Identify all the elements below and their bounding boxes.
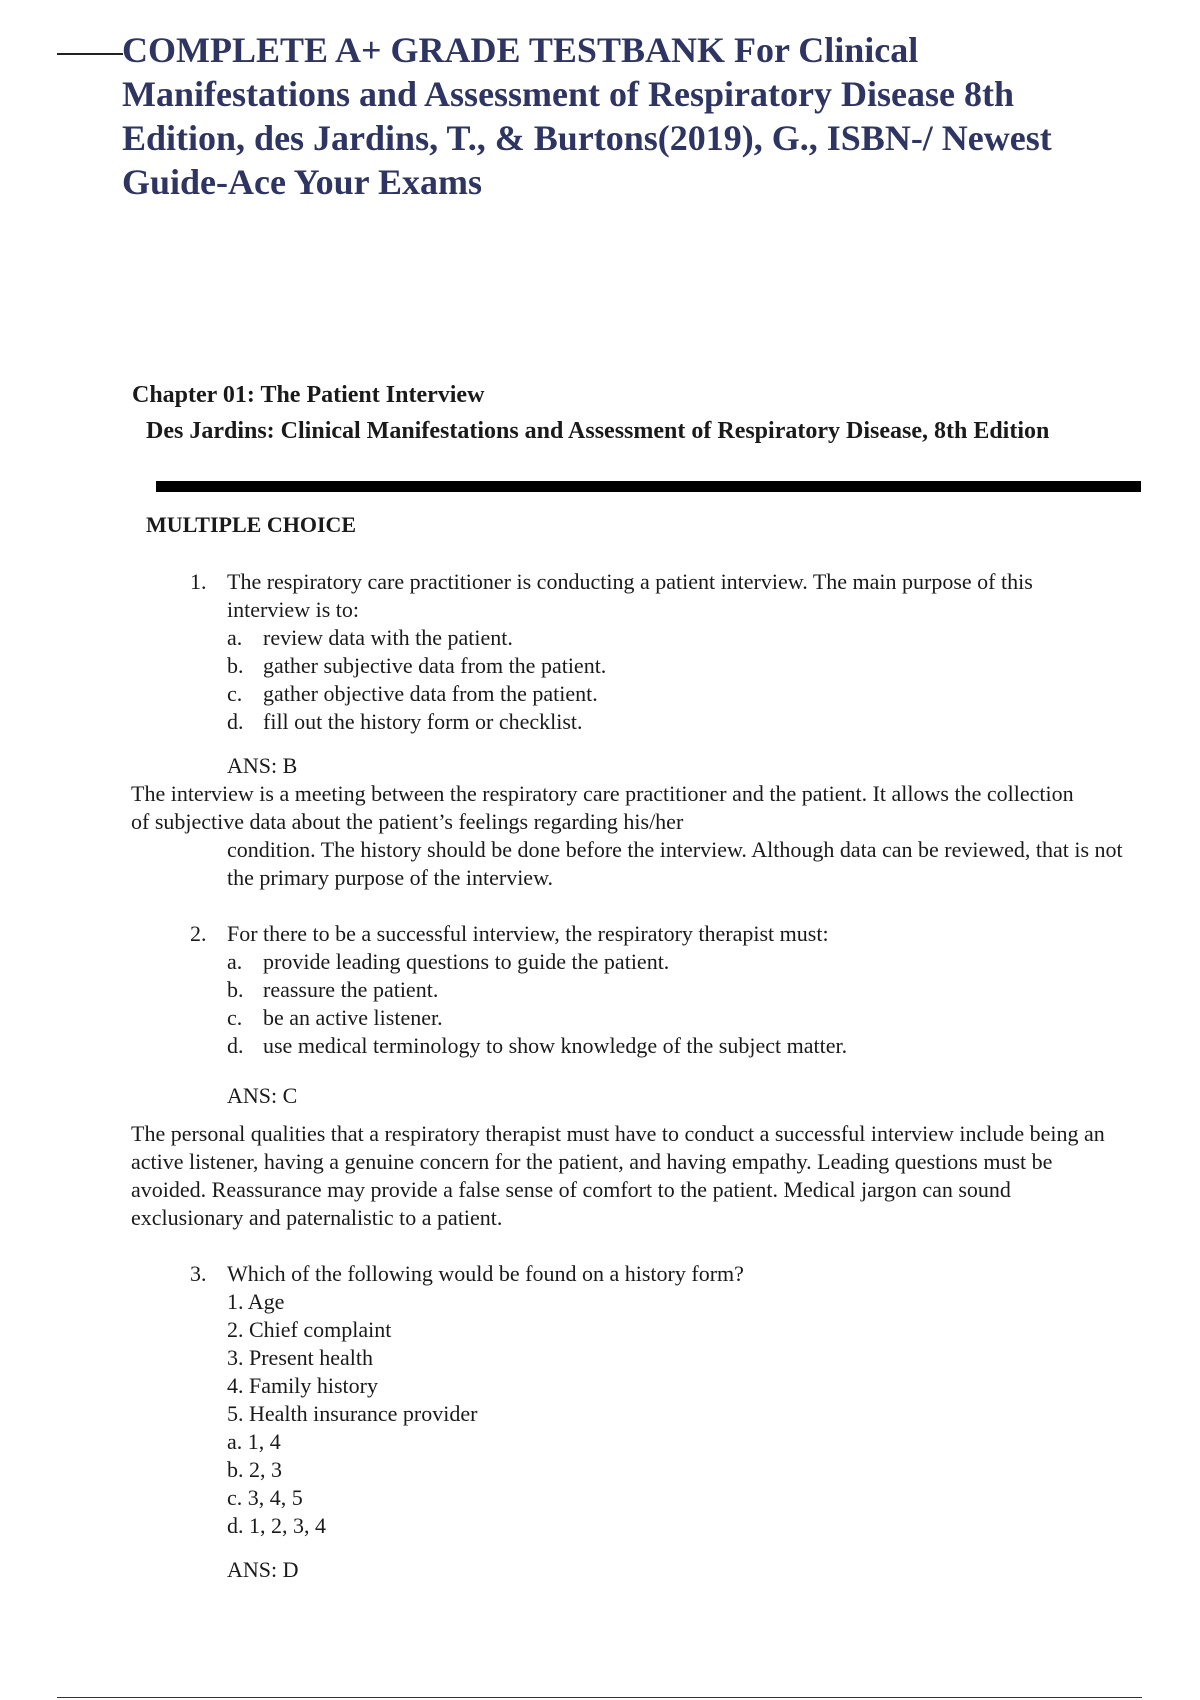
list-item: 5. Health insurance provider <box>227 1401 478 1426</box>
chapter-title: Chapter 01: The Patient Interview <box>132 382 485 408</box>
answer-1: ANS: B <box>227 753 298 778</box>
book-title: Des Jardins: Clinical Manifestations and Assessment of Respiratory Disease, 8th Edition <box>146 418 1050 444</box>
choice-a: a. 1, 4 <box>227 1429 281 1454</box>
question-number: 1. <box>190 569 207 594</box>
option-a: a. review data with the patient. <box>227 625 513 650</box>
title-dash <box>57 53 123 55</box>
answer-2: ANS: C <box>227 1083 298 1108</box>
question-1 <box>190 568 1120 736</box>
list-item: 2. Chief complaint <box>227 1317 392 1342</box>
question-number: 3. <box>190 1261 207 1286</box>
option-d: d. use medical terminology to show knowledge of the subject matter. <box>227 1033 848 1058</box>
question-stem: The respiratory care practitioner is conducting a patient interview. The main purpose of this interview is to: <box>227 569 1033 622</box>
question-stem: For there to be a successful interview, the respiratory therapist must: <box>227 921 829 946</box>
question-stem: Which of the following would be found on a history form? <box>227 1261 744 1286</box>
document-title: COMPLETE A+ GRADE TESTBANK For Clinical Manifestations and Assessment of Respiratory Disease 8th Edition, des Jardins, T., & Burtons(2019), G., ISBN-/ Newest Guide-Ace Your Exams <box>122 30 1052 202</box>
option-c: c. be an active listener. <box>227 1005 443 1030</box>
answer-3: ANS: D <box>227 1557 299 1582</box>
choice-d: d. 1, 2, 3, 4 <box>227 1513 326 1538</box>
section-title: MULTIPLE CHOICE <box>146 512 357 537</box>
choice-c: c. 3, 4, 5 <box>227 1485 303 1510</box>
option-c: c. gather objective data from the patient. <box>227 681 598 706</box>
option-d: d. fill out the history form or checklist. <box>227 709 583 734</box>
rationale-2: The personal qualities that a respiratory therapist must have to conduct a successful interview include being an active listener, having a genuine concern for the patient, and having empathy. Leading questions must be avoided. Reassurance may provide a false sense of comfort to the patient. Medical jargon can sound exclusionary and paternalistic to a patient. <box>131 1121 1105 1230</box>
choice-b: b. 2, 3 <box>227 1457 282 1482</box>
section-divider <box>156 481 1141 492</box>
option-b: b. reassure the patient. <box>227 977 439 1002</box>
option-a: a. provide leading questions to guide the patient. <box>227 949 670 974</box>
question-3 <box>190 1260 1120 1540</box>
question-2 <box>190 920 1120 1060</box>
list-item: 1. Age <box>227 1289 285 1314</box>
question-number: 2. <box>190 921 207 946</box>
page-bottom-rule <box>57 1697 1142 1698</box>
rationale-1-part2: condition. The history should be done before the interview. Although data can be reviewed, that is not the primary purpose of the interview. <box>227 837 1123 890</box>
option-b: b. gather subjective data from the patient. <box>227 653 607 678</box>
rationale-1-part1: The interview is a meeting between the respiratory care practitioner and the patient. It allows the collection of subjective data about the patient’s feelings regarding his/her <box>131 781 1074 834</box>
list-item: 4. Family history <box>227 1373 378 1398</box>
list-item: 3. Present health <box>227 1345 374 1370</box>
